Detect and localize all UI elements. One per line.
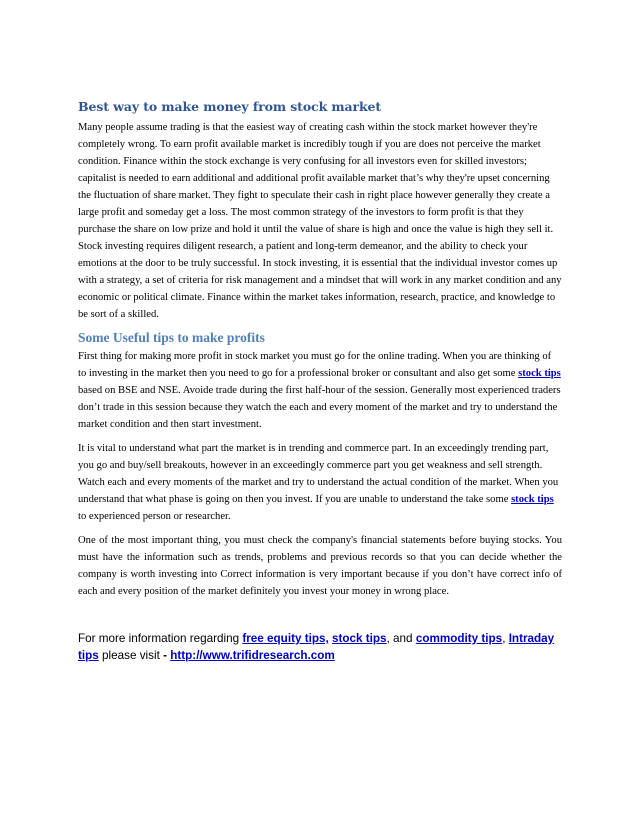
p2-text-before: It is vital to understand what part the market is in trending and commerce part. In an exceedingly trending part, you go and buy/sell breakouts, however in an exceedingly commerce part you get weakness and sell strength. Watch each and every moments of the market and try to understand the actual condition of the market. When you understand that what phase is going on then you invest. If you are unable to understand the take some bbox=[78, 443, 559, 505]
article-title: Best way to make money from stock market bbox=[78, 99, 382, 114]
intraday-tips-link[interactable]: Intraday tips bbox=[78, 632, 555, 662]
website-url-link[interactable]: http://www.trifidresearch.com bbox=[170, 649, 335, 662]
tips-paragraph-3: One of the most important thing, you must check the company's financial statements before buying stocks. You must have the information such as trends, problems and previous records so that you can decide whether the company is worth investing into Correct information is very important because if you don’t have correct info of each and every position of the market definitely you invest your money in wrong place. bbox=[78, 535, 562, 597]
stock-tips-link-2[interactable]: stock tips bbox=[511, 494, 554, 505]
article bbox=[78, 98, 562, 600]
footer-dash: - bbox=[163, 649, 171, 662]
tips-paragraph-2 bbox=[78, 440, 562, 525]
p1-text-before: First thing for making more profit in stock market you must go for the online trading. When you are thinking of to investing in the market then you need to go for a professional broker or consultant and also get some bbox=[78, 351, 552, 379]
p2-text-after: to experienced person or researcher. bbox=[78, 511, 231, 522]
section-subtitle: Some Useful tips to make profits bbox=[78, 330, 265, 345]
footer-info bbox=[78, 630, 562, 664]
intro-paragraph: Many people assume trading is that the easiest way of creating cash within the stock market however they're completely wrong. To earn profit available market is incredibly tough if you are does not perceive the market condition. Finance within the stock exchange is very confusing for all investors even for skilled investors; capitalist is needed to earn additional and additional profit available market that’s why they're upset concerning the fluctuation of share market. They fight to speculate their cash in right place however generally they create a large profit and someday get a loss. The most common strategy of the investors to form profit is that they purchase the share on low prize and hold it until the value of share is high and once the value is high they sell it. Stock investing requires diligent research, a patient and long-term demeanor, and the ability to check your emotions at the door to be truly successful. In stock investing, it is essential that the individual investor comes up with a strategy, a set of criteria for risk management and a mindset that will work in any market condition and any economic or political climate. Finance within the market takes information, research, practice, and knowledge to be sort of a skilled. bbox=[78, 122, 562, 320]
stock-tips-link-1[interactable]: stock tips bbox=[518, 368, 561, 379]
footer-sep-2: , and bbox=[386, 632, 416, 645]
footer-mid: please visit bbox=[98, 649, 164, 662]
tips-paragraph-1 bbox=[78, 348, 562, 433]
footer-prefix: For more information regarding bbox=[78, 632, 243, 645]
p1-text-after: based on BSE and NSE. Avoide trade during the first half-hour of the session. Generally most experienced traders don’t trade in this session because they watch the each and every moment of the market and try to understand the market condition and then start investment. bbox=[78, 385, 561, 430]
free-equity-tips-link[interactable]: free equity tips, bbox=[242, 632, 329, 645]
commodity-tips-link[interactable]: commodity tips bbox=[415, 632, 503, 645]
footer-sep-3: , bbox=[502, 632, 509, 645]
stock-tips-footer-link[interactable]: stock tips bbox=[332, 632, 387, 645]
